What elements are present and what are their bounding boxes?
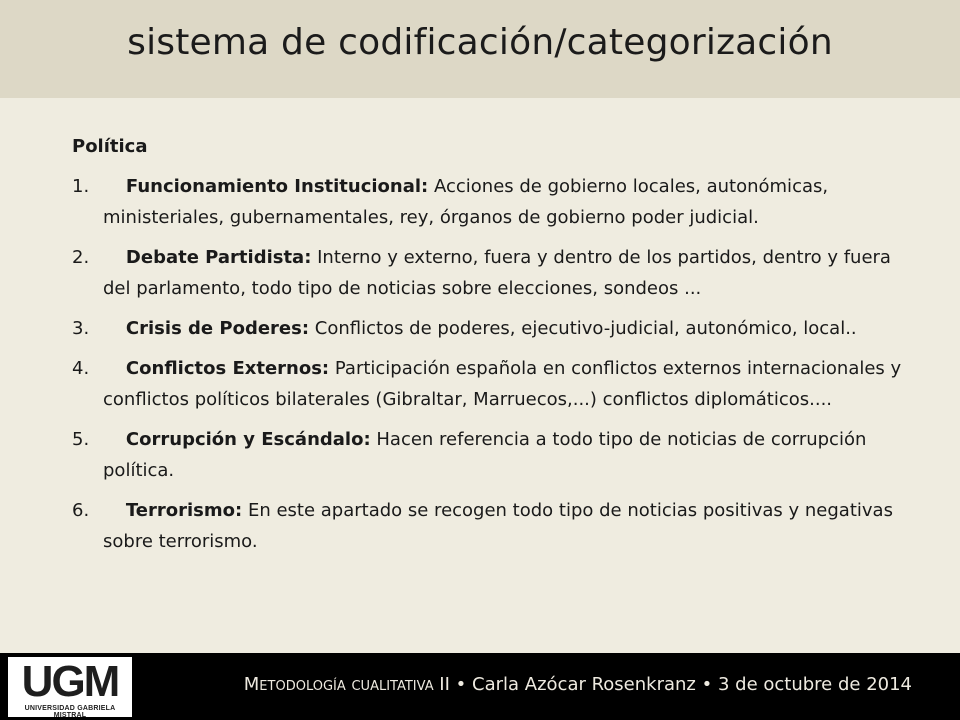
footer-caption — [244, 674, 912, 695]
item-description: Hacen referencia a todo tipo de noticias de corrupción política. — [103, 429, 867, 481]
presentation-date: 3 de octubre de 2014 — [717, 674, 912, 695]
item-number: 5. — [72, 429, 90, 450]
course-name: Metodología cualitativa II — [243, 674, 450, 695]
logo-subtext: UNIVERSIDAD GABRIELA MISTRAL — [24, 705, 116, 719]
item-term: Funcionamiento Institucional: — [125, 176, 429, 197]
section-heading: Política — [72, 136, 148, 157]
item-number: 4. — [72, 358, 90, 379]
item-description: Interno y externo, fuera y dentro de los partidos, dentro y fuera del parlamento, todo tipo de noticias sobre elecciones, sondeos ... — [103, 247, 891, 299]
item-description: Acciones de gobierno locales, autonómicas, ministeriales, gubernamentales, rey, órganos de gobierno poder judicial. — [103, 176, 829, 228]
item-number: 3. — [72, 318, 90, 339]
category-item-6 — [72, 495, 912, 557]
footer-bar — [0, 653, 960, 720]
university-logo — [8, 657, 132, 717]
item-description: Participación española en conflictos externos internacionales y conflictos políticos bilaterales (Gibraltar, Marruecos,...) conflictos diplomáticos.... — [103, 358, 902, 410]
item-term: Debate Partidista: — [125, 247, 312, 268]
bullet-separator: • — [701, 674, 713, 695]
logo-text: UGM — [21, 657, 119, 706]
item-term: Corrupción y Escándalo: — [125, 429, 371, 450]
category-item-4 — [72, 353, 912, 415]
category-item-3 — [72, 313, 912, 344]
title-bar — [0, 0, 960, 98]
item-description: Conflictos de poderes, ejecutivo-judicial, autonómico, local.. — [309, 318, 857, 339]
category-item-2 — [72, 242, 912, 304]
item-term: Terrorismo: — [125, 500, 243, 521]
category-item-5 — [72, 424, 912, 486]
category-item-1 — [72, 171, 912, 233]
slide-content — [72, 136, 912, 566]
author-name: Carla Azócar Rosenkranz — [472, 674, 696, 695]
bullet-separator: • — [455, 674, 467, 695]
item-term: Crisis de Poderes: — [125, 318, 310, 339]
slide-title: sistema de codificación/categorización — [127, 22, 833, 63]
item-number: 6. — [72, 500, 90, 521]
item-number: 1. — [72, 176, 90, 197]
item-number: 2. — [72, 247, 90, 268]
item-term: Conflictos Externos: — [125, 358, 330, 379]
item-description: En este apartado se recogen todo tipo de noticias positivas y negativas sobre terrorismo. — [103, 500, 893, 552]
